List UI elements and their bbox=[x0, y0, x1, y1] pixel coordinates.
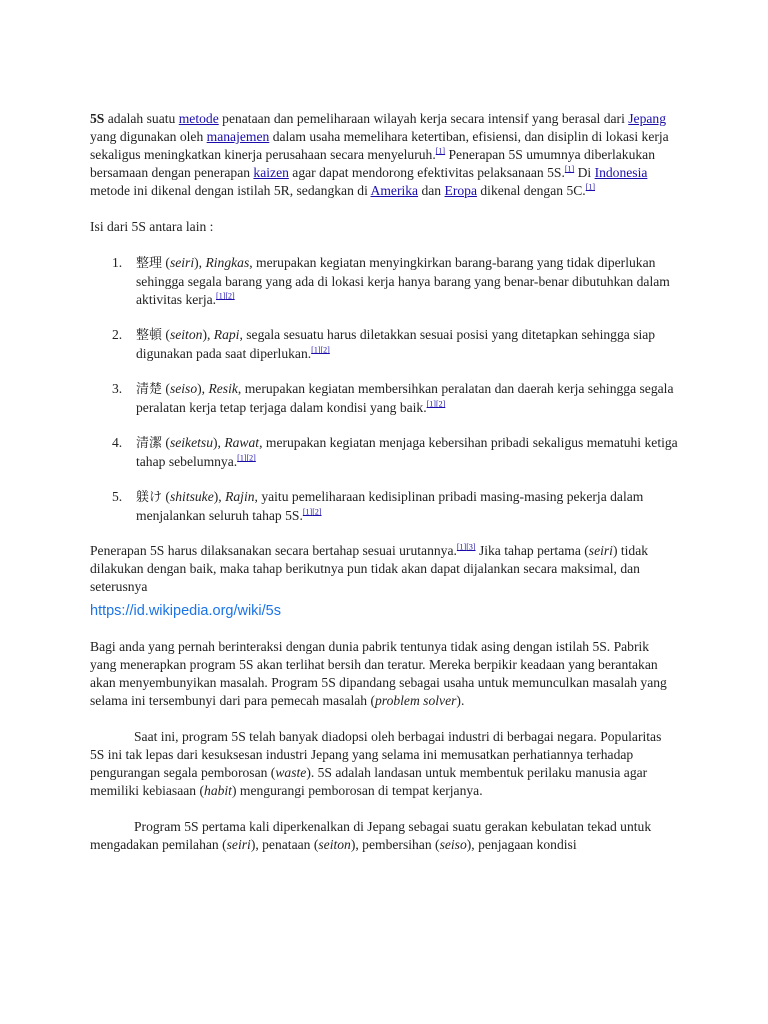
citation bbox=[427, 399, 446, 408]
citation bbox=[457, 542, 476, 551]
list-item bbox=[90, 326, 678, 363]
item-kanji: 清潔 bbox=[136, 436, 163, 451]
link-manajemen[interactable]: manajemen bbox=[206, 129, 270, 144]
citation-link[interactable]: [1] bbox=[311, 345, 321, 355]
item-kanji: 整理 bbox=[136, 256, 163, 271]
after-list-paragraph bbox=[90, 542, 678, 596]
text-run: ), bbox=[213, 489, 226, 504]
source-url-line bbox=[90, 602, 678, 620]
item-kanji: 躾け bbox=[136, 490, 163, 505]
list-item bbox=[90, 488, 678, 525]
text-run: ), pembersihan ( bbox=[350, 837, 440, 852]
link-amerika[interactable]: Amerika bbox=[370, 183, 419, 198]
item-romaji: shitsuke bbox=[169, 489, 214, 504]
italic-term: seiri bbox=[226, 837, 251, 852]
citation-link[interactable]: [1] bbox=[237, 453, 247, 463]
text-run: ). bbox=[456, 693, 465, 708]
text-run: ) mengurangi pemborosan di tempat kerjanya. bbox=[231, 783, 483, 798]
list-item bbox=[90, 254, 678, 309]
text-run: ), bbox=[202, 327, 214, 342]
item-number: 1. bbox=[112, 255, 123, 270]
text-run: yang digunakan oleh bbox=[90, 129, 207, 144]
paragraph-3 bbox=[90, 728, 678, 800]
link-eropa[interactable]: Eropa bbox=[444, 183, 477, 198]
item-kanji: 整頓 bbox=[136, 328, 163, 343]
item-romaji: seiton bbox=[169, 327, 203, 342]
item-romaji: seiri bbox=[169, 255, 195, 270]
citation-link[interactable]: [2] bbox=[320, 345, 330, 355]
text-run: penataan dan pemeliharaan wilayah kerja secara intensif yang berasal dari bbox=[218, 111, 629, 126]
item-indonesian-term: Rawat bbox=[224, 435, 260, 450]
text-run: adalah suatu bbox=[104, 111, 179, 126]
text-run: metode ini dikenal dengan istilah 5R, sedangkan di bbox=[90, 183, 371, 198]
text-run: ), penjagaan kondisi bbox=[466, 837, 577, 852]
citation-link[interactable]: [1] bbox=[426, 399, 436, 409]
item-indonesian-term: Rapi bbox=[213, 327, 240, 342]
text-run: ), bbox=[197, 381, 209, 396]
citation-link[interactable]: [1] bbox=[456, 542, 467, 552]
text-run: Di bbox=[574, 165, 595, 180]
text-run: ) tidak dilakukan dengan baik, maka tahap berikutnya pun tidak akan dapat dijalankan secara maksimal, dan seterusnya bbox=[90, 543, 649, 594]
citation-link[interactable]: [2] bbox=[246, 453, 256, 463]
text-run: dalam usaha memelihara ketertiban, efisiensi, dan disiplin di lokasi kerja sekaligus meningkatkan kinerja perusahaan secara menyeluruh. bbox=[90, 129, 669, 162]
text-run: ( bbox=[162, 381, 170, 396]
text-run: Penerapan 5S harus dilaksanakan secara bertahap sesuai urutannya. bbox=[90, 543, 457, 558]
item-romaji: seiketsu bbox=[169, 435, 213, 450]
item-kanji: 清楚 bbox=[136, 382, 163, 397]
text-run: Program 5S pertama kali diperkenalkan di Jepang sebagai suatu gerakan kebulatan tekad untuk mengadakan pemilahan ( bbox=[90, 819, 652, 852]
item-number: 2. bbox=[112, 327, 123, 342]
item-description: , merupakan kegiatan menyingkirkan barang-barang yang tidak diperlukan sehingga segala barang yang ada di lokasi kerja hanya barang yang benar-benar dibutuhkan dalam aktivitas kerja. bbox=[136, 255, 670, 307]
citation-link[interactable]: [3] bbox=[466, 542, 476, 552]
item-number: 4. bbox=[112, 435, 123, 450]
citation bbox=[216, 291, 235, 300]
citation-link[interactable]: [1] bbox=[564, 164, 575, 174]
citation bbox=[303, 507, 322, 516]
item-indonesian-term: Resik bbox=[208, 381, 238, 396]
italic-term: seiso bbox=[439, 837, 467, 852]
citation-link[interactable]: [2] bbox=[312, 507, 322, 517]
text-run: ). 5S adalah landasan untuk membentuk perilaku manusia agar memiliki kebiasaan ( bbox=[90, 765, 648, 798]
citation bbox=[565, 164, 574, 173]
citation-link[interactable]: [2] bbox=[435, 399, 446, 409]
text-run: ), penataan ( bbox=[250, 837, 319, 852]
citation-link[interactable]: [1] bbox=[585, 182, 596, 192]
text-run: ( bbox=[162, 255, 170, 270]
link-kaizen[interactable]: kaizen bbox=[253, 165, 289, 180]
italic-term: habit bbox=[204, 783, 232, 798]
link-indonesia[interactable]: Indonesia bbox=[594, 165, 648, 180]
list-intro: Isi dari 5S antara lain : bbox=[90, 219, 214, 234]
item-number: 3. bbox=[112, 381, 123, 396]
text-run: Jika tahap pertama ( bbox=[475, 543, 589, 558]
five-s-list bbox=[90, 254, 678, 525]
citation bbox=[237, 453, 256, 462]
item-description: , yaitu pemeliharaan kedisiplinan pribadi masing-masing pekerja dalam menjalankan seluruh tahap 5S. bbox=[136, 489, 644, 523]
document-page bbox=[90, 110, 678, 872]
italic-term: seiri bbox=[588, 543, 613, 558]
text-run: ), bbox=[213, 435, 225, 450]
citation bbox=[311, 345, 330, 354]
list-item bbox=[90, 380, 678, 417]
text-run: agar dapat mendorong efektivitas pelaksanaan 5S. bbox=[288, 165, 565, 180]
list-item bbox=[90, 434, 678, 471]
item-indonesian-term: Rajin bbox=[225, 489, 255, 504]
link-jepang[interactable]: Jepang bbox=[628, 111, 666, 126]
text-run: Bagi anda yang pernah berinteraksi dengan dunia pabrik tentunya tidak asing dengan istilah 5S. Pabrik yang menerapkan program 5S akan terlihat bersih dan teratur. Mereka berpikir keadaan yang berantakan akan menyembunyikan masalah. Program 5S dipandang sebagai usaha untuk memunculkan masalah yang selama ini tersembunyi dari para pemecah masalah ( bbox=[90, 639, 667, 708]
italic-term: seiton bbox=[318, 837, 351, 852]
citation bbox=[436, 146, 445, 155]
citation-link[interactable]: [1] bbox=[435, 146, 446, 156]
paragraph-2 bbox=[90, 638, 678, 710]
link-metode[interactable]: metode bbox=[178, 111, 219, 126]
italic-term: problem solver bbox=[374, 693, 457, 708]
text-run: ( bbox=[162, 489, 170, 504]
text-run: ( bbox=[162, 327, 170, 342]
source-url-link[interactable]: https://id.wikipedia.org/wiki/5s bbox=[90, 603, 281, 619]
paragraph-4 bbox=[90, 818, 678, 854]
text-run: ( bbox=[162, 435, 170, 450]
text-run: dan bbox=[418, 183, 445, 198]
citation-link[interactable]: [1] bbox=[216, 291, 226, 301]
text-run: Saat ini, program 5S telah banyak diadopsi oleh berbagai industri di berbagai negara. Popularitas 5S ini tak lepas dari kesuksesan industri Jepang yang selama ini memusatkan perhatiannya terhadap pengurangan segala pemborosan ( bbox=[90, 729, 662, 780]
item-description: , merupakan kegiatan menjaga kebersihan pribadi sekaligus mematuhi ketiga tahap sebelumnya. bbox=[136, 435, 678, 469]
citation-link[interactable]: [1] bbox=[302, 507, 313, 517]
term-5s: 5S bbox=[90, 111, 105, 126]
item-number: 5. bbox=[112, 489, 123, 504]
text-run: ), bbox=[194, 255, 206, 270]
citation-link[interactable]: [2] bbox=[225, 291, 235, 301]
item-indonesian-term: Ringkas bbox=[205, 255, 250, 270]
text-run: dikenal dengan 5C. bbox=[476, 183, 586, 198]
citation bbox=[586, 182, 595, 191]
text-run: Penerapan 5S umumnya diberlakukan bersamaan dengan penerapan bbox=[90, 147, 655, 180]
item-description: , segala sesuatu harus diletakkan sesuai posisi yang ditetapkan sehingga siap digunakan pada saat diperlukan. bbox=[136, 327, 656, 361]
italic-term: waste bbox=[275, 765, 307, 780]
item-description: , merupakan kegiatan membersihkan peralatan dan daerah kerja sehingga segala peralatan kerja tetap terjaga dalam kondisi yang baik. bbox=[136, 381, 674, 415]
item-romaji: seiso bbox=[169, 381, 198, 396]
intro-paragraph bbox=[90, 110, 678, 200]
